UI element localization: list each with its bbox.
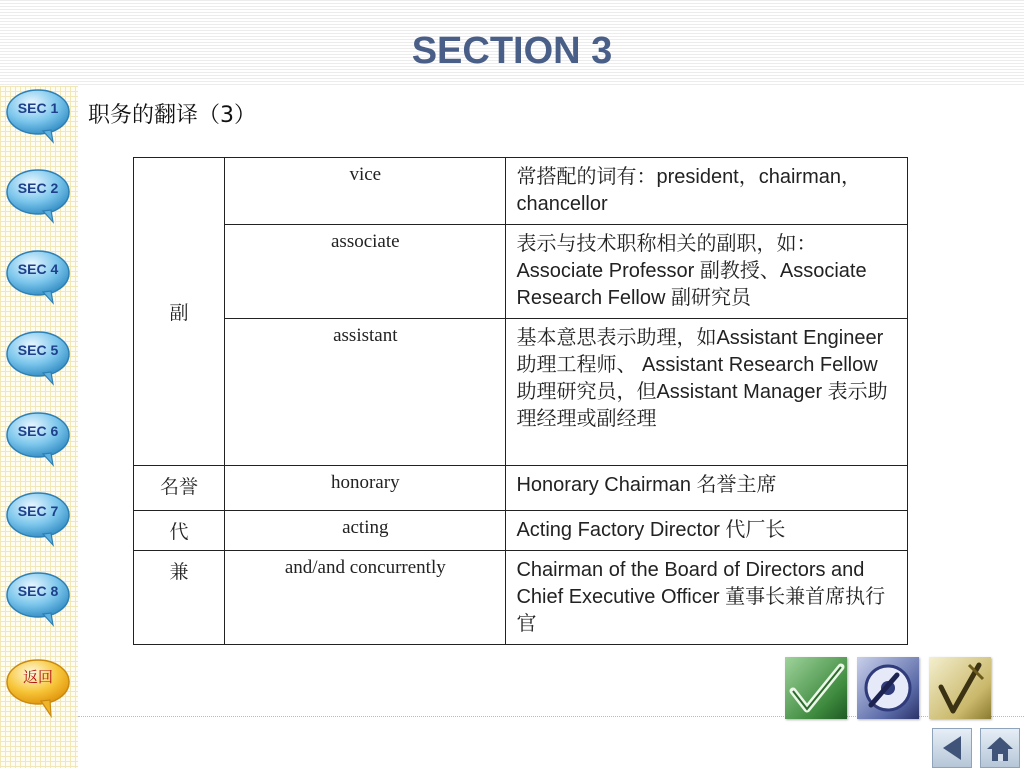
term-cell: assistant [225, 319, 506, 466]
sidebar-item-sec-7[interactable] [5, 489, 71, 547]
table-row [134, 319, 908, 466]
sidebar-item-sec-2[interactable] [5, 166, 71, 224]
return-label: 返回 [22, 668, 53, 686]
table-row [134, 511, 908, 551]
sidebar-item-sec-4[interactable] [5, 247, 71, 305]
page-title: SECTION 3 [411, 30, 613, 72]
category-cell: 代 [134, 511, 225, 551]
category-cell: 副 [134, 158, 225, 466]
term-cell: associate [225, 225, 506, 319]
sidebar-item-label: SEC 8 [17, 583, 59, 599]
description-cell: 常搭配的词有：president，chairman，chancellor [506, 158, 908, 225]
sidebar-item-label: SEC 7 [17, 503, 59, 519]
description-cell: Acting Factory Director 代厂长 [506, 511, 908, 551]
term-cell: and/and concurrently [225, 551, 506, 645]
category-cell: 兼 [134, 551, 225, 645]
pen-check-icon[interactable] [929, 657, 991, 719]
table-row [134, 158, 908, 225]
sidebar-item-label: SEC 4 [17, 261, 59, 277]
return-button[interactable] [5, 656, 71, 714]
table-row [134, 466, 908, 511]
home-icon [981, 729, 1019, 767]
term-cell: vice [225, 158, 506, 225]
category-cell: 名誉 [134, 466, 225, 511]
term-cell: acting [225, 511, 506, 551]
table-row [134, 225, 908, 319]
sidebar-item-label: SEC 6 [17, 423, 59, 439]
description-cell: 表示与技术职称相关的副职，如：Associate Professor 副教授、Associate Research Fellow 副研究员 [506, 225, 908, 319]
description-cell: Chairman of the Board of Directors and Chief Executive Officer 董事长兼首席执行官 [506, 551, 908, 645]
term-cell: honorary [225, 466, 506, 511]
slide-subtitle: 职务的翻译（3） [88, 103, 256, 128]
sidebar-item-label: SEC 5 [17, 342, 59, 358]
home-button[interactable] [980, 728, 1020, 768]
sidebar-item-sec-1[interactable] [5, 86, 71, 144]
sidebar-item-label: SEC 2 [17, 180, 59, 196]
check-mark-icon[interactable] [785, 657, 847, 719]
back-arrow-button[interactable] [932, 728, 972, 768]
job-title-table [133, 157, 908, 645]
table-row [134, 551, 908, 645]
sidebar-item-label: SEC 1 [17, 100, 59, 116]
description-cell: Honorary Chairman 名誉主席 [506, 466, 908, 511]
sidebar-item-sec-6[interactable] [5, 409, 71, 467]
description-cell: 基本意思表示助理，如Assistant Engineer 助理工程师、 Assistant Research Fellow 助理研究员，但Assistant Manager 表示助理经理或副经理 [506, 319, 908, 466]
sidebar-item-sec-8[interactable] [5, 569, 71, 627]
cd-disc-icon[interactable] [857, 657, 919, 719]
sidebar-item-sec-5[interactable] [5, 328, 71, 386]
back-arrow-icon [933, 729, 971, 767]
